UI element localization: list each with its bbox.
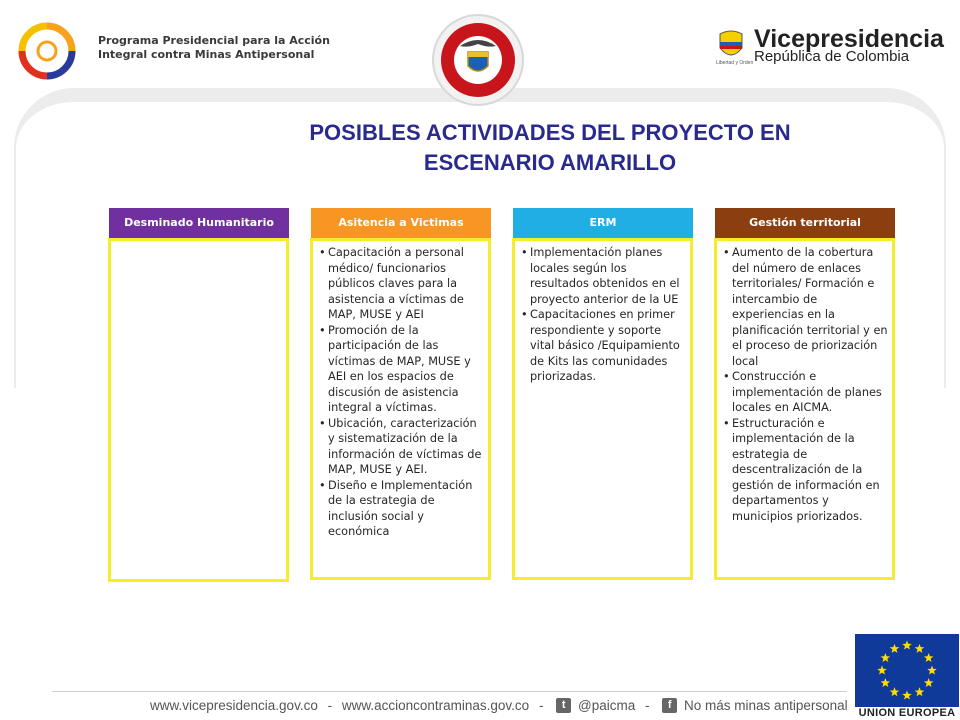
paicma-logo-icon [18, 22, 76, 80]
column-list-item: • Implementación planes locales según los resultados obtenidos en el proyecto anterior de la UE [521, 245, 686, 307]
column-list [723, 245, 888, 524]
facebook-icon[interactable]: f [662, 698, 677, 713]
column-box [108, 238, 289, 582]
footer-separator: - [645, 697, 650, 713]
column-header: ERM [513, 208, 693, 238]
slide-title [240, 118, 860, 178]
republica-de-colombia-seal-icon [430, 12, 526, 108]
column-box [512, 238, 693, 580]
eu-star-icon [890, 644, 900, 653]
program-line-2: Integral contra Minas Antipersonal [98, 48, 315, 61]
column-list [521, 245, 686, 385]
eu-star-icon [902, 691, 912, 700]
column-list-item: • Construcción e implementación de planes locales en AICMA. [723, 369, 888, 416]
european-union-flag-icon [855, 634, 959, 707]
column-list-item: • Capacitación a personal médico/ funcionarios públicos claves para la asistencia a víctimas de MAP, MUSE y AEI [319, 245, 484, 323]
column-list [319, 245, 484, 540]
vicepresidencia-subtitle: República de Colombia [754, 48, 910, 65]
vicepresidencia-motto: Libertad y Orden [716, 60, 754, 66]
footer-link-accioncontraminas[interactable]: www.accioncontraminas.gov.co [341, 697, 530, 713]
column-header: Desminado Humanitario [109, 208, 289, 238]
column-header: Gestión territorial [715, 208, 895, 238]
column-asistencia-victimas [311, 208, 491, 580]
column-box [310, 238, 491, 580]
footer-twitter-handle[interactable]: @paicma [578, 697, 636, 713]
column-list-item: • Aumento de la cobertura del número de enlaces territoriales/ Formación e intercambio de experiencias en la planificación territorial y en el proceso de priorización local [723, 245, 888, 369]
column-list-item: • Estructuración e implementación de la estrategia de descentralización de la gestión de información en departamentos y municipios priorizados. [723, 416, 888, 525]
vicepresidencia-shield-icon [716, 28, 746, 64]
footer-link-vicepresidencia[interactable]: www.vicepresidencia.gov.co [150, 697, 318, 713]
column-gestion-territorial [715, 208, 895, 580]
vicepresidencia-title: Vicepresidencia [754, 25, 944, 53]
twitter-icon[interactable]: t [556, 698, 571, 713]
union-europea-label: UNION EUROPEA [858, 707, 956, 719]
column-list-item: • Capacitaciones en primer respondiente y soporte vital básico /Equipamiento de Kits las comunidades priorizadas. [521, 307, 686, 385]
eu-star-icon [902, 641, 912, 650]
program-line-1: Programa Presidencial para la Acción [98, 34, 330, 47]
column-list-item: • Diseño e Implementación de la estrategia de inclusión social y económica [319, 478, 484, 540]
eu-star-icon [915, 644, 925, 653]
column-erm [513, 208, 693, 580]
footer-facebook-page[interactable]: No más minas antipersonal [684, 697, 848, 713]
eu-star-icon [927, 666, 937, 675]
eu-star-icon [890, 687, 900, 696]
column-list-item: • Promoción de la participación de las víctimas de MAP, MUSE y AEI en los espacios de discusión de asistencia integral a víctimas. [319, 323, 484, 416]
column-header: Asitencia a Victimas [311, 208, 491, 238]
eu-star-icon [881, 653, 891, 662]
column-desminado-humanitario [109, 208, 289, 582]
eu-star-icon [924, 653, 934, 662]
eu-star-icon [881, 678, 891, 687]
footer [150, 697, 848, 713]
column-list-item: • Ubicación, caracterización y sistematización de la información de víctimas de MAP, MUSE y AEI. [319, 416, 484, 478]
eu-star-icon [915, 687, 925, 696]
footer-separator: - [538, 697, 544, 713]
footer-divider [52, 691, 847, 692]
column-box [714, 238, 895, 580]
footer-separator: - [327, 697, 333, 713]
program-name [98, 34, 330, 62]
slide-title-line-2: ESCENARIO AMARILLO [423, 150, 677, 175]
slide-title-line-1: POSIBLES ACTIVIDADES DEL PROYECTO EN [309, 120, 791, 145]
eu-star-icon [877, 666, 887, 675]
eu-star-icon [924, 678, 934, 687]
